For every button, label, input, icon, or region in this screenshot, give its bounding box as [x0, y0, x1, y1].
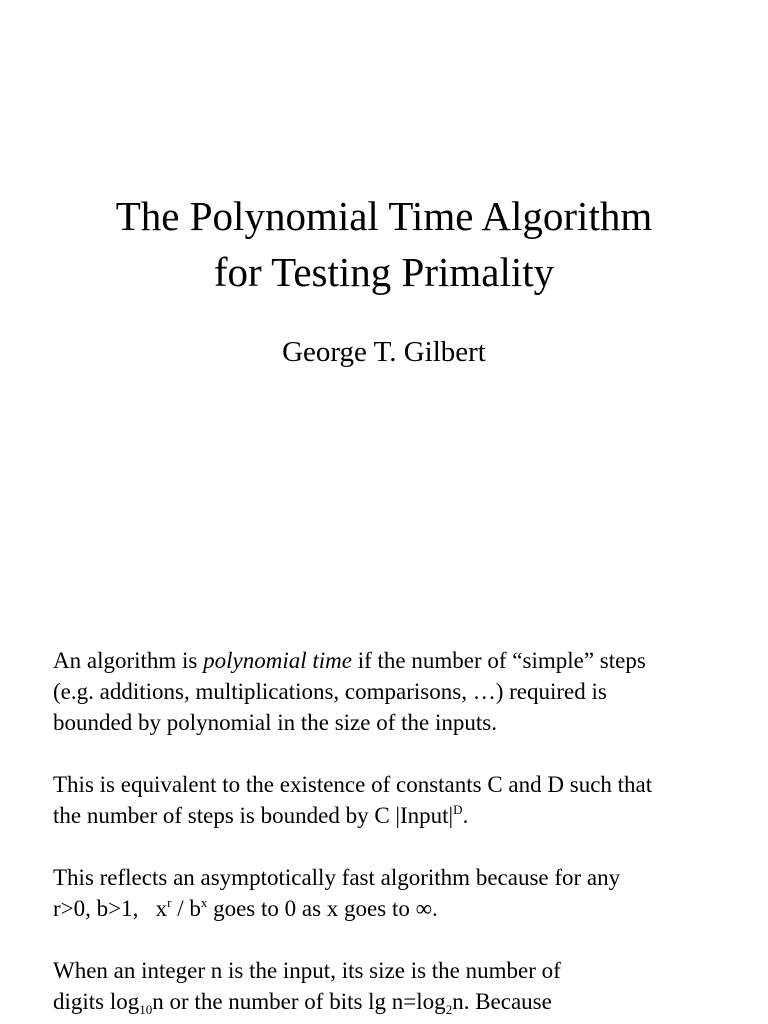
text-run: This is equivalent to the existence of constants C and D such that	[53, 772, 653, 797]
title-line-2: for Testing Primality	[213, 249, 555, 295]
subscript: 2	[445, 1002, 453, 1017]
text-run: goes to 0 as x goes to ∞.	[207, 896, 438, 921]
text-run: When an integer n is the input, its size is the number of	[53, 958, 561, 983]
emphasized-term: polynomial time	[203, 648, 352, 673]
title-line-1: The Polynomial Time Algorithm	[115, 193, 653, 239]
text-run: the number of steps is bounded by C |Input|	[53, 803, 454, 828]
paragraph-constants	[53, 769, 753, 831]
text-run: bounded by polynomial in the size of the inputs.	[53, 710, 497, 735]
text-run: .	[462, 803, 469, 828]
document-title	[0, 188, 768, 300]
text-run: r>0, b>1, x	[53, 896, 168, 921]
superscript: D	[453, 802, 463, 817]
subscript: 10	[139, 1002, 153, 1017]
text-run: if the number of “simple” steps	[351, 648, 646, 673]
text-run: This reflects an asymptotically fast algorithm because for any	[53, 865, 621, 890]
text-run: n. Because	[452, 989, 552, 1014]
paragraph-asymptotic	[53, 862, 753, 924]
text-run: / b	[171, 896, 201, 921]
title-block	[0, 188, 768, 300]
paragraph-input-size	[53, 955, 753, 1017]
text-run: (e.g. additions, multiplications, comparisons, …) required is	[53, 679, 607, 704]
author-name: George T. Gilbert	[282, 336, 486, 368]
text-run: n or the number of bits lg n=log	[152, 989, 446, 1014]
superscript: x	[200, 895, 208, 910]
paragraph-polynomial-time-definition	[53, 645, 753, 738]
body-text	[53, 645, 753, 1024]
superscript: r	[167, 895, 172, 910]
text-run: digits log	[53, 989, 140, 1014]
text-run: An algorithm is	[53, 648, 204, 673]
